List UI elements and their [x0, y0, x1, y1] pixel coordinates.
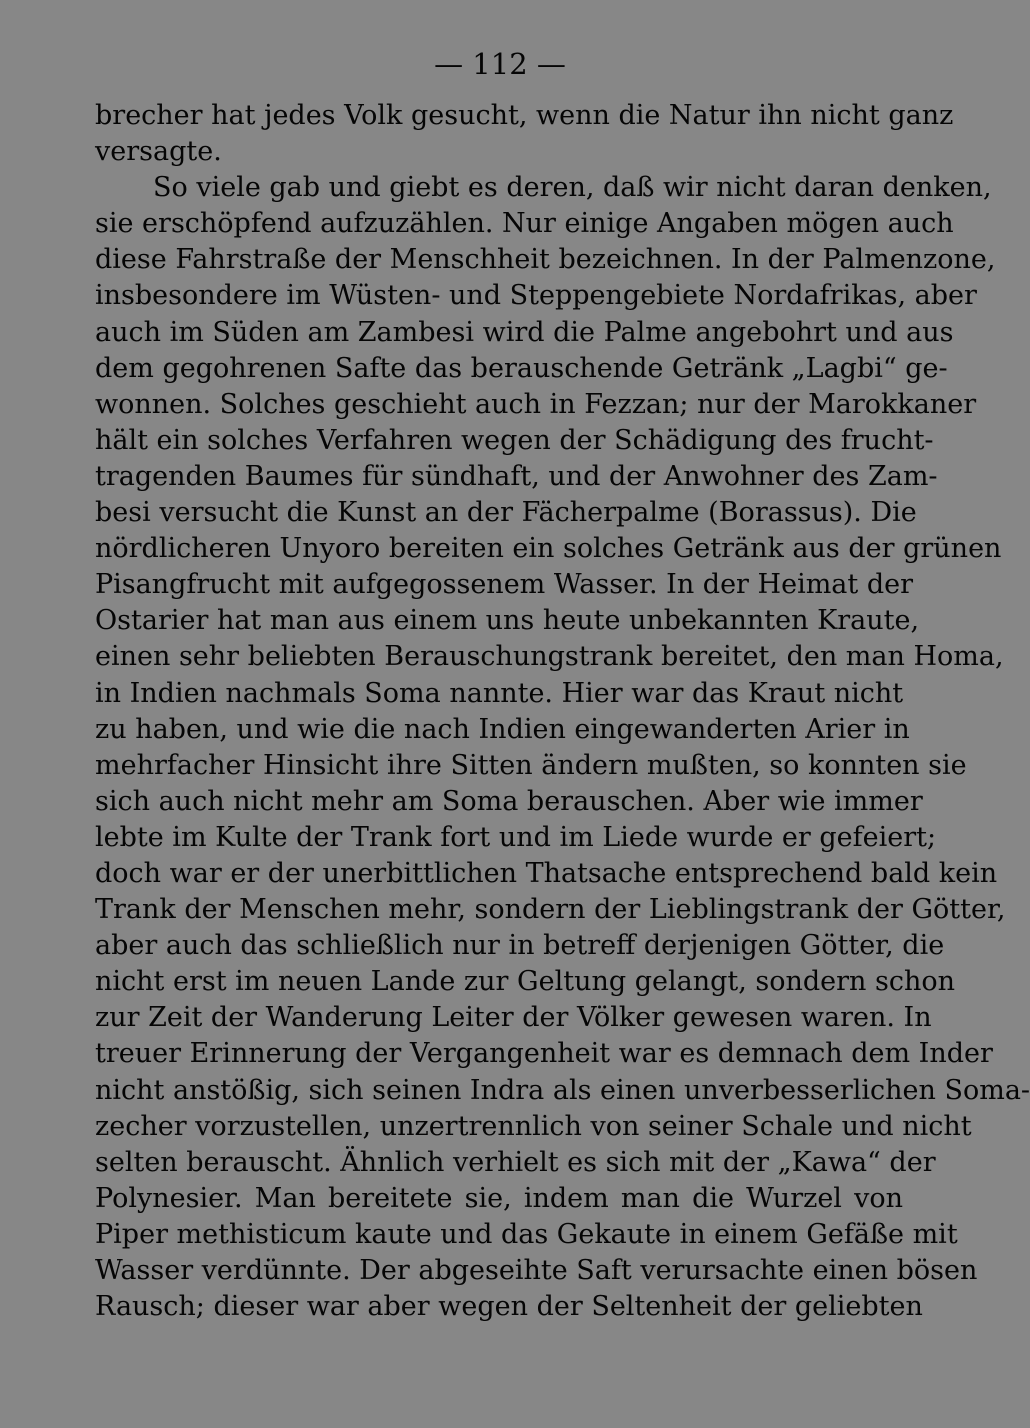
text-line: Wasser verdünnte. Der abgeseihte Saft verursachte einen bösen [95, 1255, 978, 1286]
text-line: wonnen. Solches geschieht auch in Fezzan; nur der Marokkaner [95, 388, 977, 420]
text-line: insbesondere im Wüsten- und Steppengebiete Nordafrikas, aber [95, 280, 977, 312]
text-line: So viele gab und giebt es deren, daß wir nicht daran denken, [153, 172, 992, 204]
text-line: selten berauscht. Ähnlich verhielt es sich mit der „Kawa“ der [95, 1146, 936, 1178]
text-line: Rausch; dieser war aber wegen der Seltenheit der geliebten [95, 1291, 923, 1323]
text-line: nördlicheren Unyoro bereiten ein solches Getränk aus der grünen [95, 533, 1002, 565]
text-line: zu haben, und wie die nach Indien eingewanderten Arier in [95, 713, 910, 745]
text-line: versagte. [95, 136, 222, 168]
text-line: lebte im Kulte der Trank fort und im Liede wurde er gefeiert; [95, 821, 937, 853]
page-number: — 112 — [434, 47, 566, 81]
body-text [95, 98, 1030, 1325]
text-line: sich auch nicht mehr am Soma berauschen. Aber wie immer [95, 785, 923, 817]
text-line: nicht anstößig, sich seinen Indra als einen unverbesserlichen Soma- [95, 1074, 1030, 1106]
text-line: auch im Süden am Zambesi wird die Palme angebohrt und aus [95, 316, 954, 348]
text-line: einen sehr beliebten Berauschungstrank bereitet, den man Homa, [95, 641, 1004, 673]
text-line: Trank der Menschen mehr, sondern der Lieblingstrank der Götter, [95, 894, 1006, 926]
text-line: Polynesier. Man bereitete sie, indem man die Wurzel von [95, 1182, 903, 1214]
text-line: zecher vorzustellen, unzertrennlich von seiner Schale und nicht [95, 1110, 972, 1142]
text-line: treuer Erinnerung der Vergangenheit war es demnach dem Inder [95, 1038, 993, 1070]
text-line: nicht erst im neuen Lande zur Geltung gelangt, sondern schon [95, 966, 956, 998]
text-line: Piper methisticum kaute und das Gekaute in einem Gefäße mit [95, 1218, 958, 1250]
text-line: dem gegohrenen Safte das berauschende Getränk „Lagbi“ ge- [95, 352, 948, 384]
text-line: hält ein solches Verfahren wegen der Schädigung des frucht- [95, 424, 934, 456]
text-line: tragenden Baumes für sündhaft, und der Anwohner des Zam- [95, 460, 938, 492]
text-line: aber auch das schließlich nur in betreff derjenigen Götter, die [95, 930, 945, 962]
text-line: brecher hat jedes Volk gesucht, wenn die Natur ihn nicht ganz [95, 100, 954, 131]
text-line: Ostarier hat man aus einem uns heute unbekannten Kraute, [95, 605, 920, 637]
text-line: in Indien nachmals Soma nannte. Hier war das Kraut nicht [95, 677, 904, 709]
text-line: mehrfacher Hinsicht ihre Sitten ändern mußten, so konnten sie [95, 749, 967, 781]
text-line: doch war er der unerbittlichen Thatsache entsprechend bald kein [95, 857, 998, 889]
text-line: besi versucht die Kunst an der Fächerpalme (Borassus). Die [95, 497, 917, 529]
text-line: zur Zeit der Wanderung Leiter der Völker gewesen waren. In [95, 1002, 932, 1034]
text-line: Pisangfrucht mit aufgegossenem Wasser. In der Heimat der [95, 569, 914, 601]
text-line: sie erschöpfend aufzuzählen. Nur einige Angaben mögen auch [95, 208, 954, 240]
text-line: diese Fahrstraße der Menschheit bezeichnen. In der Palmenzone, [95, 244, 996, 276]
